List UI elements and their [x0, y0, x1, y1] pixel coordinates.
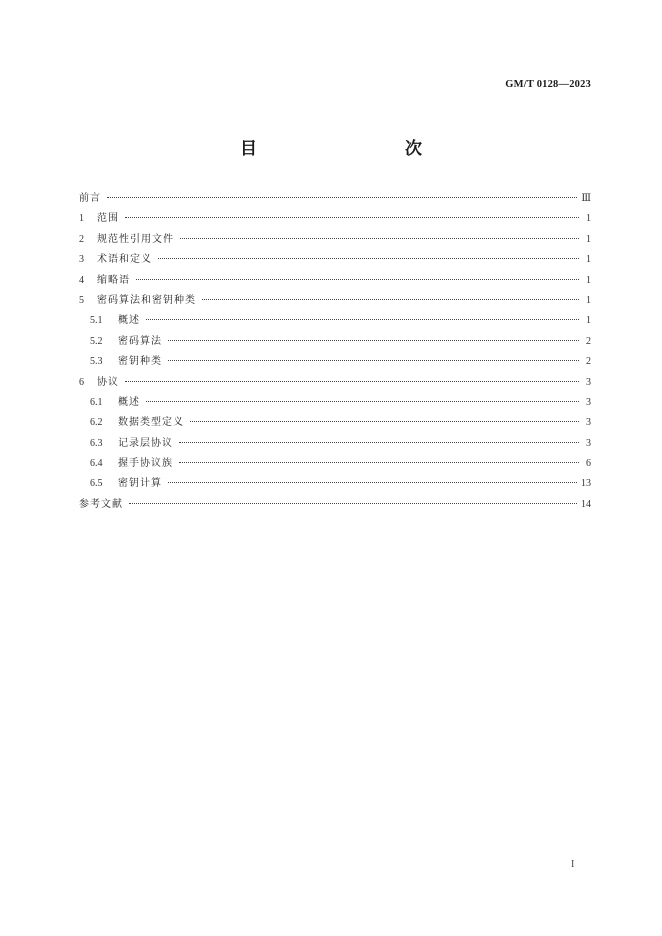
dot-leader — [168, 482, 577, 483]
dot-leader — [202, 299, 579, 300]
toc-entry[interactable] — [79, 189, 591, 209]
toc-entry-page: 3 — [586, 437, 591, 449]
toc-entry-page: Ⅲ — [581, 193, 591, 204]
toc-entry-label: 范围 — [97, 213, 119, 225]
toc-entry-number: 6 — [79, 376, 84, 388]
toc-entry[interactable] — [79, 352, 591, 372]
footer-page-number: I — [571, 859, 575, 870]
dot-leader — [146, 319, 579, 320]
toc-entry[interactable] — [79, 311, 591, 331]
toc-entry[interactable] — [79, 230, 591, 250]
dot-leader — [136, 279, 579, 280]
dot-leader — [125, 217, 579, 218]
toc-entry-label: 概述 — [118, 315, 140, 327]
toc-entry-page: 3 — [586, 376, 591, 388]
toc-entry-label: 记录层协议 — [118, 437, 173, 449]
toc-entry-page: 2 — [586, 356, 591, 368]
toc-entry-label: 规范性引用文件 — [97, 233, 174, 245]
toc-entry-number: 2 — [79, 233, 84, 245]
dot-leader — [125, 381, 579, 382]
toc-entry[interactable] — [79, 291, 591, 311]
toc-entry-label: 密钥计算 — [118, 478, 162, 490]
toc-entry[interactable] — [79, 271, 591, 291]
toc-entry-label: 协议 — [97, 376, 119, 388]
toc-entry[interactable] — [79, 413, 591, 433]
toc-entry-label: 密码算法 — [118, 335, 162, 347]
toc-entry-page: 1 — [586, 254, 591, 266]
standard-code: GM/T 0128—2023 — [505, 79, 591, 90]
dot-leader — [158, 258, 579, 259]
toc-entry-number: 6.4 — [90, 458, 103, 470]
dot-leader — [190, 421, 579, 422]
toc-entry-label: 握手协议族 — [118, 458, 173, 470]
toc-entry-number: 5.1 — [90, 315, 103, 327]
toc-entry-page: 1 — [586, 274, 591, 286]
toc-entry-number: 6.1 — [90, 396, 103, 408]
dot-leader — [146, 401, 579, 402]
toc-entry-page: 3 — [586, 396, 591, 408]
toc-entry-number: 4 — [79, 274, 84, 286]
toc-entry-page: 2 — [586, 335, 591, 347]
toc-entry-number: 5 — [79, 294, 84, 306]
toc-entry-label: 术语和定义 — [97, 254, 152, 266]
toc-entry-number: 5.3 — [90, 356, 103, 368]
toc-entry[interactable] — [79, 495, 591, 515]
toc-entry[interactable] — [79, 474, 591, 494]
toc-entry-page: 1 — [586, 213, 591, 225]
toc-entry-label: 概述 — [118, 396, 140, 408]
dot-leader — [107, 197, 577, 198]
toc-entry-number: 6.5 — [90, 478, 103, 490]
toc-entry-label: 前言 — [79, 193, 101, 204]
dot-leader — [168, 340, 579, 341]
toc-entry[interactable] — [79, 454, 591, 474]
toc-entry[interactable] — [79, 393, 591, 413]
dot-leader — [179, 462, 579, 463]
page-title: 目 次 — [240, 139, 460, 159]
toc-entry-number: 6.2 — [90, 417, 103, 429]
table-of-contents — [79, 189, 591, 515]
toc-entry-number: 1 — [79, 213, 84, 225]
toc-entry-page: 6 — [586, 458, 591, 470]
toc-entry-label: 数据类型定义 — [118, 417, 184, 429]
toc-entry-label: 缩略语 — [97, 274, 130, 286]
toc-entry-label: 密码算法和密钥种类 — [97, 294, 196, 306]
toc-entry-page: 1 — [586, 233, 591, 245]
toc-entry-page: 14 — [581, 498, 591, 510]
toc-entry[interactable] — [79, 332, 591, 352]
toc-entry[interactable] — [79, 209, 591, 229]
toc-entry-page: 1 — [586, 294, 591, 306]
toc-entry-page: 1 — [586, 315, 591, 327]
toc-entry-label: 参考文献 — [79, 498, 123, 510]
toc-entry-label: 密钥种类 — [118, 356, 162, 368]
toc-entry-number: 5.2 — [90, 335, 103, 347]
toc-entry[interactable] — [79, 434, 591, 454]
dot-leader — [168, 360, 579, 361]
dot-leader — [179, 442, 579, 443]
toc-entry-page: 13 — [581, 478, 591, 490]
dot-leader — [180, 238, 579, 239]
toc-entry[interactable] — [79, 373, 591, 393]
toc-entry-number: 6.3 — [90, 437, 103, 449]
toc-entry-number: 3 — [79, 254, 84, 266]
toc-entry-page: 3 — [586, 417, 591, 429]
dot-leader — [129, 503, 577, 504]
toc-entry[interactable] — [79, 250, 591, 270]
